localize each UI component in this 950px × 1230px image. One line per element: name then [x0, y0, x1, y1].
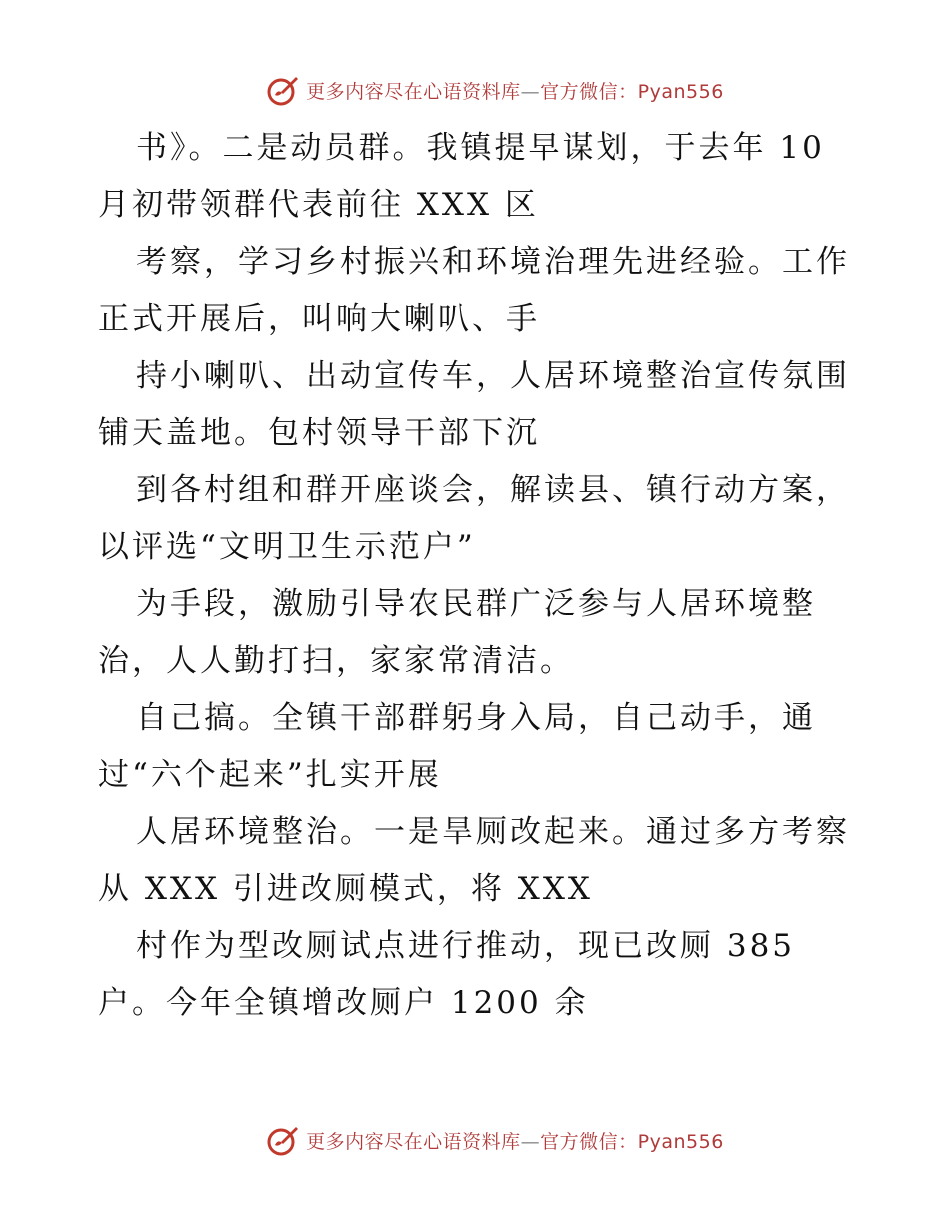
body-line: 治，人人勤打扫，家家常清洁。 [98, 643, 574, 679]
footer-banner-text [306, 1127, 724, 1154]
body-line: 以评选“文明卫生示范户” [98, 529, 476, 565]
footer-banner-contact: 官方微信：Pyan556 [540, 1130, 724, 1153]
body-line: 过“六个起来”扎实开展 [98, 757, 442, 793]
body-line: 为手段，激励引导农民群广泛参与人居环境整 [136, 586, 816, 622]
header-banner-contact: 官方微信：Pyan556 [540, 80, 724, 103]
header-banner-title: 更多内容尽在心语资料库 [306, 80, 521, 103]
body-line: 铺天盖地。包村领导干部下沉 [98, 415, 540, 451]
body-line: 村作为型改厕试点进行推动，现已改厕 385 [136, 928, 796, 964]
body-line: 考察，学习乡村振兴和环境治理先进经验。工作 [136, 244, 850, 280]
header-banner-text [306, 77, 724, 104]
header-banner [0, 70, 950, 110]
footer-banner-inner [266, 1123, 724, 1157]
body-line: 从 XXX 引进改厕模式，将 XXX [98, 871, 593, 907]
footer-banner-title: 更多内容尽在心语资料库 [306, 1130, 521, 1153]
header-banner-inner [266, 73, 724, 107]
footer-banner-dash: — [520, 1130, 541, 1153]
header-banner-dash: — [520, 80, 541, 103]
body-line: 自己搞。全镇干部群躬身入局，自己动手，通 [136, 700, 816, 736]
body-line: 人居环境整治。一是旱厕改起来。通过多方考察 [136, 814, 850, 850]
body-line: 正式开展后，叫响大喇叭、手 [98, 301, 540, 337]
body-line: 持小喇叭、出动宣传车，人居环境整治宣传氛围 [136, 358, 850, 394]
body-line: 户。今年全镇增改厕户 1200 余 [98, 985, 589, 1021]
body-line: 月初带领群代表前往 XXX 区 [98, 187, 539, 223]
body-line: 书》。二是动员群。我镇提早谋划，于去年 10 [136, 130, 825, 166]
footer-banner [0, 1120, 950, 1160]
pen-seal-logo-icon [266, 1123, 300, 1157]
pen-seal-logo-icon [266, 73, 300, 107]
body-line: 到各村组和群开座谈会，解读县、镇行动方案， [136, 472, 850, 508]
document-body [98, 120, 858, 1032]
